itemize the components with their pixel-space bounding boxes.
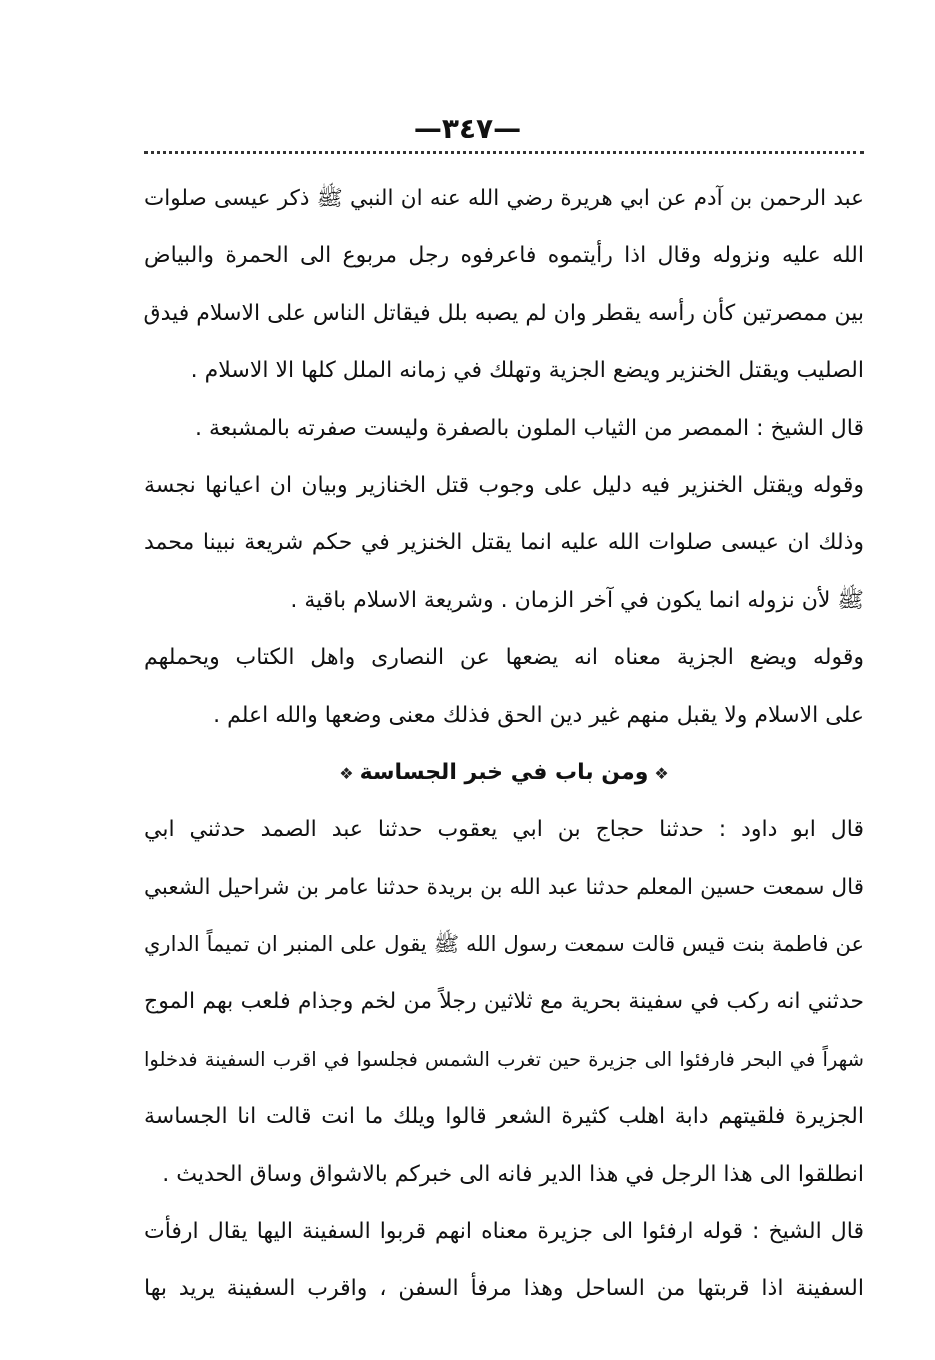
text-line: وذلك ان عيسى صلوات الله عليه انما يقتل الخنزير في حكم شريعة نبينا محمد — [144, 530, 864, 556]
ornament-icon: ❖ — [339, 763, 354, 783]
header-divider — [144, 151, 864, 154]
text-line: الصليب ويقتل الخنزير ويضع الجزية وتهلك في زمانه الملل كلها الا الاسلام . — [190, 358, 864, 384]
section-heading-text: ومن باب في خبر الجساسة — [359, 759, 649, 785]
text-line: على الاسلام ولا يقبل منهم غير دين الحق فذلك معنى وضعها والله اعلم . — [213, 702, 864, 728]
text-line: الله عليه ونزوله وقال اذا رأيتموه فاعرفوه رجل مربوع الى الحمرة والبياض — [144, 243, 864, 269]
text-line: قال الشيخ : الممصر من الثياب الملون بالصفرة وليست صفرته بالمشبعة . — [194, 415, 864, 441]
text-line: حدثني انه ركب في سفينة بحرية مع ثلاثين رجلاً من لخم وجذام فلعب بهم الموج — [144, 989, 864, 1015]
text-line: السفينة اذا قربتها من الساحل وهذا مرفأ السفن ، واقرب السفينة يريد بها — [144, 1276, 864, 1302]
text-line: ﷺ لأن نزوله انما يكون في آخر الزمان . وشريعة الاسلام باقية . — [290, 587, 864, 613]
text-line: الجزيرة فلقيتهم دابة اهلب كثيرة الشعر قالوا ويلك ما انت قالت انا الجساسة — [144, 1104, 864, 1130]
page-body-text — [144, 170, 864, 1318]
text-line: وقوله ويضع الجزية معناه انه يضعها عن النصارى واهل الكتاب ويحملهم — [144, 645, 864, 671]
text-line: شهراً في البحر فارفئوا الى جزيرة حين تغرب الشمس فجلسوا في اقرب السفينة فدخلوا — [144, 1047, 864, 1071]
text-line: قال الشيخ : قوله ارفئوا الى جزيرة معناه انهم قربوا السفينة اليها يقال ارفأت — [144, 1219, 864, 1245]
page-number: —٣٤٧— — [413, 112, 522, 145]
text-line: بين ممصرتين كأن رأسه يقطر وان لم يصبه بلل فيقاتل الناس على الاسلام فيدق — [144, 300, 864, 326]
text-line: انطلقوا الى هذا الرجل في هذا الدير فانه الى خبركم بالاشواق وساق الحديث . — [162, 1161, 864, 1187]
text-line: وقوله ويقتل الخنزير فيه دليل على وجوب قتل الخنازير وبيان ان اعيانها نجسة — [144, 472, 864, 498]
text-line: عن فاطمة بنت قيس قالت سمعت رسول الله ﷺ يقول على المنبر ان تميماً الداري — [144, 932, 864, 957]
ornament-icon: ❖ — [654, 763, 669, 783]
text-line: قال ابو داود : حدثنا حجاج بن ابي يعقوب حدثنا عبد الصمد حدثني ابي — [144, 817, 864, 843]
text-line: عبد الرحمن بن آدم عن ابي هريرة رضي الله عنه ان النبي ﷺ ذكر عيسى صلوات — [144, 186, 864, 211]
text-line: قال سمعت حسين المعلم حدثنا عبد الله بن بريدة حدثنا عامر بن شراحيل الشعبي — [144, 874, 864, 900]
section-heading — [144, 744, 864, 801]
